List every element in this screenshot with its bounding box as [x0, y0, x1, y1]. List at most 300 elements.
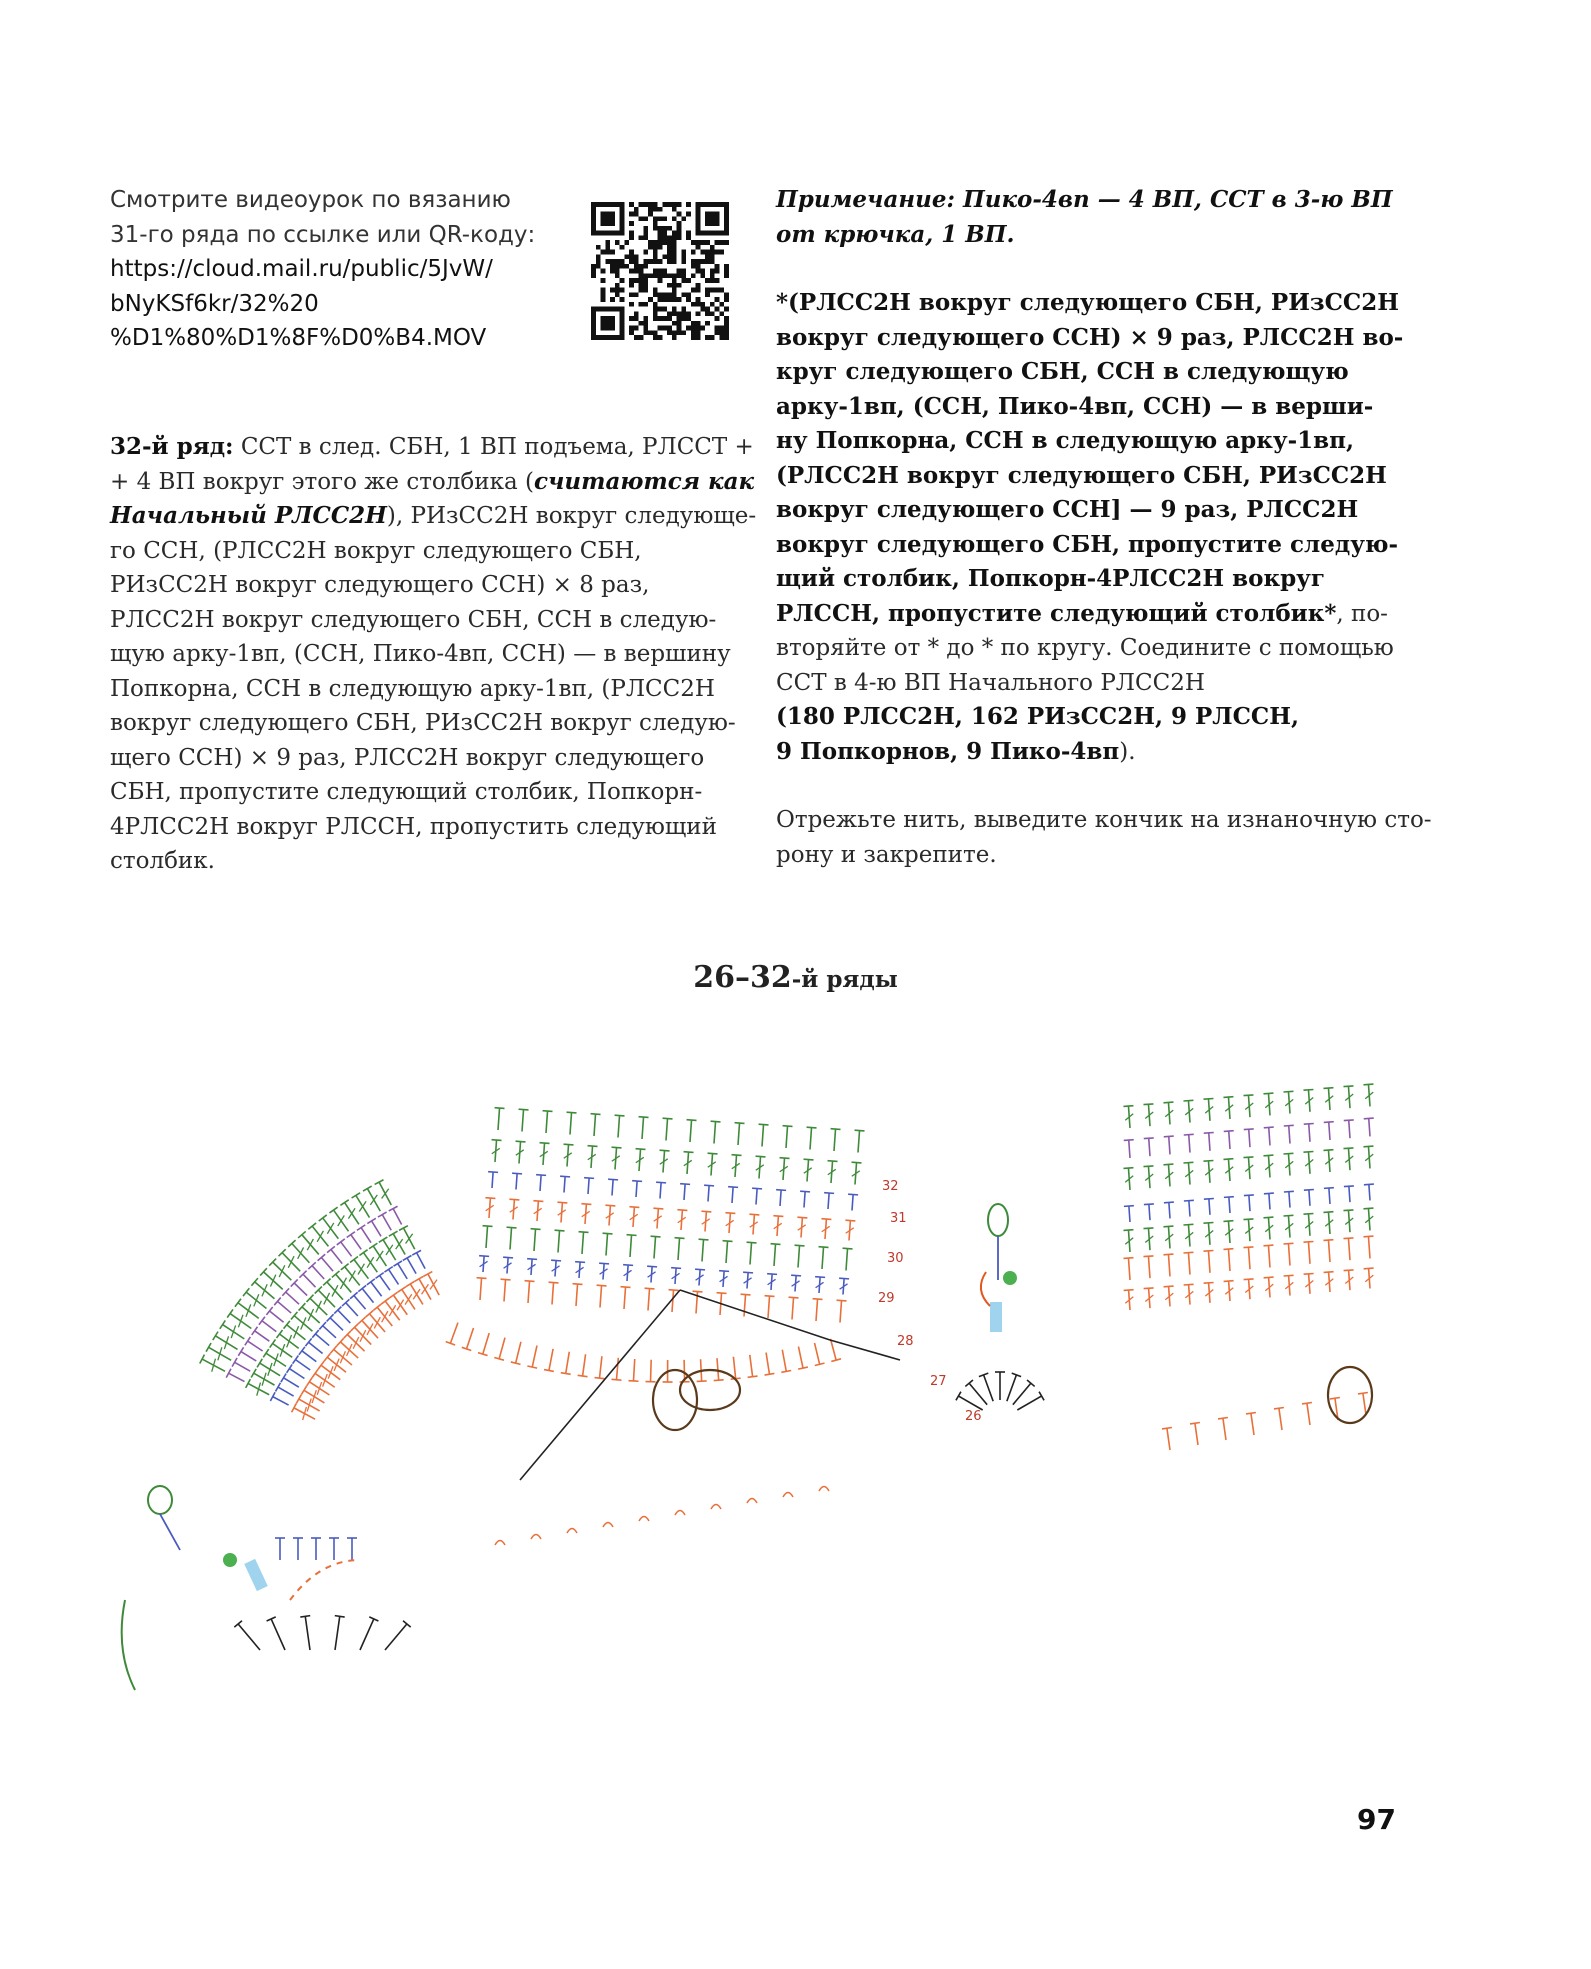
stitch-symbol [1164, 1136, 1174, 1137]
stitch-symbol [629, 1207, 639, 1208]
stitch-symbol [347, 1344, 352, 1356]
stitch-symbol [837, 1300, 847, 1301]
stitch-symbol [235, 1362, 251, 1371]
stitch-symbol [1129, 1140, 1130, 1158]
stitch-symbol [699, 1239, 709, 1240]
stitch-symbol [238, 1624, 260, 1650]
stitch-symbol [278, 1387, 294, 1396]
stitch-symbol [1304, 1123, 1314, 1124]
stitch-symbol [1143, 1228, 1153, 1229]
finish-line: Отрежьте нить, выведите кончик на изнаночную сто- [776, 807, 1432, 833]
pattern-line: РЛССН, пропустите следующий столбик* [776, 599, 1337, 627]
popcorn-symbol [680, 1370, 740, 1410]
stitch-symbol [367, 1218, 376, 1223]
pattern-line: вторяйте от * до * по кругу. Соедините с помощью [776, 635, 1394, 661]
stitch-symbol [750, 1243, 752, 1265]
stitch-symbol [1164, 1202, 1174, 1203]
stitch-symbol [690, 1120, 692, 1142]
stitch-symbol [398, 1287, 406, 1293]
stitch-symbol [1128, 1258, 1130, 1280]
stitch-symbol [701, 1211, 711, 1212]
stitch-symbol [1243, 1157, 1253, 1158]
stitch-symbol [512, 1173, 522, 1174]
stitch-symbol [1283, 1215, 1293, 1216]
stitch-symbol [728, 1187, 738, 1188]
stitch-symbol [839, 1278, 849, 1279]
stitch-symbol [1169, 1202, 1170, 1218]
stitch-symbol [492, 1172, 493, 1188]
stitch-symbol [1308, 1242, 1310, 1264]
stitch-symbol [623, 1265, 633, 1266]
stitch-symbol [501, 1279, 511, 1280]
stitch-symbol [733, 1357, 735, 1379]
stitch-symbol [771, 1244, 781, 1245]
pattern-line: вокруг следующего ССН) × 9 раз, РЛСС2Н во- [776, 323, 1404, 351]
stitch-symbol [1249, 1195, 1250, 1211]
stitch-symbol [675, 1511, 685, 1516]
chart-heading [0, 960, 1591, 995]
stitch-symbol [1144, 1288, 1154, 1289]
stitch-symbol [1184, 1134, 1194, 1135]
stitch-symbol [735, 1123, 745, 1124]
stitch-symbol [1183, 1162, 1193, 1163]
stitch-symbol [663, 1118, 673, 1119]
stitch-symbol [1323, 1240, 1333, 1241]
direction-arrow [981, 1272, 990, 1306]
stitch-symbol [714, 1380, 724, 1381]
stitch-symbol [1164, 1286, 1174, 1287]
stitch-symbol [262, 1284, 267, 1296]
stitch-symbol [1167, 1428, 1170, 1450]
stitch-symbol [759, 1124, 769, 1125]
stitch-symbol [632, 1181, 642, 1182]
stitch-symbol [309, 1342, 323, 1353]
stitch-symbol [1264, 1127, 1274, 1128]
stitch-symbol [1284, 1191, 1294, 1192]
stitch-symbol [1324, 1122, 1334, 1123]
stitch-symbol [1358, 1393, 1368, 1394]
stitch-symbol [567, 1112, 577, 1113]
row-32-text [110, 430, 757, 879]
stitch-symbol [398, 1264, 407, 1279]
stitch-symbol [316, 1301, 322, 1313]
stitch-symbol [1323, 1088, 1333, 1089]
stitch-symbol [831, 1129, 841, 1130]
stitch-symbol [557, 1202, 567, 1203]
stitch-symbol [695, 1269, 705, 1270]
stitch-symbol [1184, 1284, 1194, 1285]
stitch-symbol [332, 1285, 338, 1296]
stitch-symbol [262, 1321, 276, 1332]
stitch-symbol [677, 1210, 687, 1211]
stitch-symbol [270, 1311, 284, 1322]
stitch-symbol [1363, 1208, 1373, 1209]
stitch-symbol [301, 1317, 306, 1329]
stitch-symbol [276, 1330, 282, 1338]
stitch-symbol [527, 1259, 537, 1260]
stitch-symbol [1279, 1408, 1282, 1430]
stitch-symbol [319, 1215, 327, 1221]
stitch-symbol [367, 1324, 373, 1335]
stitch-symbol [723, 1241, 733, 1242]
marker-dot [223, 1553, 237, 1567]
stitch-symbol [549, 1349, 553, 1371]
stitch-symbol [312, 1266, 324, 1279]
stitch-symbol [1204, 1132, 1214, 1133]
stitch-symbol [1203, 1099, 1213, 1100]
stitch-symbol [1224, 1281, 1234, 1282]
stitch-symbol [804, 1192, 805, 1208]
stitch-symbol [1223, 1097, 1233, 1098]
row-32-line: Попкорна, ССН в следующую арку-1вп, (РЛСС2Н [110, 675, 715, 702]
stitch-symbol [1189, 1201, 1190, 1217]
stitch-symbol [536, 1175, 546, 1176]
stitch-symbol [363, 1186, 372, 1191]
stitch-symbol [1343, 1210, 1353, 1211]
pattern-line: *(РЛСС2Н вокруг следующего СБН, РИзСС2Н [776, 289, 1399, 316]
stitch-symbol [360, 1619, 374, 1650]
stitch-symbol [1343, 1238, 1353, 1239]
stitch-symbol [1143, 1104, 1153, 1105]
stitch-symbol [277, 1301, 291, 1313]
chain-line [830, 1340, 900, 1360]
stitch-symbol [1324, 1272, 1334, 1273]
stitch-symbol [704, 1185, 714, 1186]
stitch-symbol [1223, 1159, 1233, 1160]
stitch-symbol [666, 1119, 668, 1141]
stitch-symbol [255, 1331, 270, 1341]
stitch-symbol [815, 1277, 825, 1278]
stitch-symbol [636, 1181, 637, 1197]
stitch-symbol [403, 1256, 412, 1261]
row-32-italic: Начальный РЛСС2Н [110, 502, 387, 529]
stitch-symbol [747, 1242, 757, 1243]
stitch-symbol [815, 1363, 825, 1365]
stitch-symbol [1323, 1150, 1333, 1151]
stitch-symbol [752, 1188, 762, 1189]
stitch-symbol [1309, 1190, 1310, 1206]
stitch-symbol [1284, 1125, 1294, 1126]
stitch-symbol [286, 1292, 299, 1304]
stitch-symbol [551, 1260, 561, 1261]
stitch-symbol [543, 1111, 553, 1112]
totals-line: (180 РЛСС2Н, 162 РИзСС2Н, 9 РЛССН, [776, 703, 1299, 730]
stitch-symbol [824, 1193, 834, 1194]
stitch-symbol [509, 1199, 519, 1200]
stitch-symbol [540, 1175, 541, 1191]
stitch-symbol [1251, 1413, 1254, 1435]
stitch-symbol [318, 1361, 324, 1369]
stitch-symbol [1218, 1418, 1228, 1419]
round-label-32: 32 [882, 1179, 899, 1194]
stitch-symbol [238, 1315, 243, 1328]
stitch-symbol [599, 1263, 609, 1264]
round-label-27: 27 [930, 1374, 947, 1389]
stitch-symbol [254, 1294, 259, 1306]
stitch-symbol [1184, 1200, 1194, 1201]
stitch-symbol [328, 1366, 333, 1378]
stitch-symbol [341, 1242, 352, 1256]
stitch-symbol [1304, 1274, 1314, 1275]
stitch-symbol [732, 1187, 733, 1203]
finish-line: рону и закрепите. [776, 841, 997, 868]
stitch-symbol [1204, 1283, 1214, 1284]
stitch-symbol [1302, 1403, 1312, 1404]
stitch-symbol [606, 1234, 608, 1256]
stitch-symbol [1303, 1214, 1313, 1215]
stitch-symbol [393, 1209, 401, 1225]
stitch-symbol [828, 1193, 829, 1209]
stitch-symbol [549, 1282, 559, 1283]
stitch-symbol [527, 1366, 537, 1368]
stitch-symbol [331, 1250, 342, 1264]
stitch-symbol [822, 1247, 824, 1269]
stitch-symbol [241, 1352, 256, 1361]
stitch-symbol [797, 1217, 807, 1218]
stitch-symbol [1143, 1166, 1153, 1167]
stitch-symbol [633, 1359, 634, 1381]
stitch-symbol [958, 1396, 982, 1410]
stitch-symbol [1163, 1102, 1173, 1103]
stitch-symbol [594, 1114, 596, 1136]
stitch-symbol [795, 1245, 805, 1246]
totals-line: 9 Попкорнов, 9 Пико-4вп [776, 737, 1120, 765]
stitch-symbol [483, 1226, 493, 1227]
stitch-symbol [281, 1374, 286, 1383]
stitch-symbol [671, 1268, 681, 1269]
stitch-symbol [317, 1382, 321, 1395]
stitch-symbol [1323, 1212, 1333, 1213]
stitch-symbol [597, 1285, 607, 1286]
stitch-symbol [1289, 1126, 1290, 1144]
stitch-symbol [765, 1296, 775, 1297]
stitch-symbol [499, 1338, 505, 1359]
stitch-symbol [284, 1378, 299, 1387]
row-32-line: СБН, пропустите следующий столбик, Попкорн- [110, 779, 703, 805]
stitch-symbol [376, 1273, 384, 1279]
stitch-symbol [588, 1178, 589, 1194]
stitch-symbol [295, 1360, 310, 1370]
stitch-symbol [1168, 1254, 1170, 1276]
stitch-symbol [639, 1517, 649, 1522]
video-note-line: 31-го ряда по ссылке или QR-коду: [110, 221, 536, 248]
stitch-symbol [510, 1228, 512, 1250]
stitch-symbol [238, 1347, 243, 1356]
stitch-symbol [843, 1248, 853, 1249]
stitch-symbol [608, 1179, 618, 1180]
stitch-symbol [279, 1265, 285, 1277]
stitch-symbol [340, 1200, 348, 1206]
stitch-symbol [546, 1111, 548, 1133]
stitch-symbol [675, 1238, 685, 1239]
stitch-symbol [1163, 1164, 1173, 1165]
popcorn-symbol [988, 1204, 1008, 1236]
stitch-symbol [783, 1126, 793, 1127]
stitch-symbol [708, 1153, 718, 1154]
stitch-symbol [1364, 1184, 1374, 1185]
stitch-symbol [1124, 1290, 1134, 1291]
stitch-symbol [1229, 1131, 1230, 1149]
stitch-symbol [768, 1296, 770, 1318]
stitch-symbol [276, 1383, 281, 1392]
stitch-symbol [1283, 1243, 1293, 1244]
row-32-line: щего ССН) × 9 раз, РЛСС2Н вокруг следующего [110, 744, 705, 771]
stitch-symbol [534, 1229, 536, 1251]
pattern-line: вокруг следующего СБН, пропустите следую- [776, 530, 1399, 558]
stitch-symbol [450, 1323, 458, 1344]
row-32-italic: считаются как [533, 467, 755, 495]
stitch-symbol [561, 1373, 571, 1375]
stitch-symbol [807, 1127, 817, 1128]
stitch-symbol [263, 1349, 269, 1357]
pattern-line: арку-1вп, (ССН, Пико-4вп, ССН) — в верши- [776, 392, 1374, 420]
stitch-symbol [816, 1299, 818, 1321]
stitch-symbol [1123, 1258, 1133, 1259]
stitch-symbol [371, 1282, 382, 1296]
stitch-symbol [337, 1239, 345, 1245]
stitch-symbol [1363, 1084, 1373, 1085]
stitch-symbol [636, 1149, 646, 1150]
popcorn-symbol [148, 1486, 172, 1514]
stitch-symbol [1303, 1090, 1313, 1091]
stitch-symbol [507, 1227, 517, 1228]
stitch-symbol [280, 1344, 285, 1357]
stitch-symbol [1243, 1095, 1253, 1096]
row-32-line: щую арку-1вп, (ССН, Пико-4вп, ССН) — в вершину [110, 641, 731, 667]
stitch-symbol [1144, 1204, 1154, 1205]
stitch-symbol [303, 1274, 316, 1287]
stitch-symbol [570, 1113, 572, 1135]
stitch-symbol [467, 1328, 474, 1349]
pattern-line: вокруг следующего ССН] — 9 раз, РЛСС2Н [776, 496, 1359, 523]
stitch-symbol [605, 1205, 615, 1206]
stitch-symbol [1244, 1279, 1254, 1280]
video-link[interactable]: bNyKSf6kr/32%20 [110, 290, 319, 317]
stitch-symbol [305, 1616, 310, 1650]
stitch-symbol [1364, 1268, 1374, 1269]
stitch-symbol [516, 1174, 517, 1190]
stitch-symbol [257, 1359, 262, 1368]
stitch-symbol [369, 1243, 377, 1249]
stitch-symbol [747, 1499, 757, 1504]
stitch-symbol [488, 1172, 498, 1173]
stitch-symbol [227, 1309, 233, 1317]
video-link[interactable]: https://cloud.mail.ru/public/5JvW/ [110, 256, 493, 282]
stitch-symbol [684, 1152, 694, 1153]
totals-end: ). [1119, 738, 1136, 765]
popcorn-symbol [1328, 1367, 1372, 1423]
stitch-symbol [270, 1275, 275, 1287]
stitch-symbol [329, 1207, 337, 1213]
stitch-symbol [567, 1529, 577, 1534]
stitch-symbol [654, 1237, 656, 1259]
stitch-symbol [852, 1195, 853, 1211]
video-link[interactable]: %D1%80%D1%8F%D0%B4.MOV [110, 325, 487, 351]
qr-code[interactable] [591, 202, 729, 340]
stitch-symbol [1349, 1120, 1350, 1138]
stitch-symbol [566, 1352, 570, 1374]
stitch-symbol [766, 1353, 769, 1375]
stitch-symbol [1007, 1375, 1017, 1401]
page-number: 97 [1357, 1803, 1396, 1836]
stitch-symbol [653, 1208, 663, 1209]
stitch-symbol [1224, 1131, 1234, 1132]
stitch-symbol [798, 1367, 808, 1369]
stitch-symbol [603, 1523, 613, 1528]
stitch-symbol [1249, 1129, 1250, 1147]
stitch-symbol [846, 1249, 848, 1271]
stitch-symbol [656, 1182, 666, 1183]
stitch-symbol [308, 1309, 313, 1321]
stitch-symbol [732, 1155, 742, 1156]
stitch-symbol [711, 1121, 721, 1122]
stitch-symbol [1224, 1197, 1234, 1198]
stitch-symbol [361, 1228, 371, 1243]
stitch-symbol [647, 1266, 657, 1267]
chart-heading-big: 26–32 [693, 960, 792, 995]
stitch-symbol [160, 1514, 180, 1550]
stitch-symbol [1039, 1392, 1044, 1401]
stitch-symbol [578, 1375, 588, 1376]
stitch-symbol [1348, 1238, 1350, 1260]
stitch-symbol [776, 1190, 786, 1191]
stitch-symbol [708, 1186, 709, 1202]
round-label-26: 26 [965, 1409, 982, 1424]
stitch-symbol [407, 1258, 416, 1274]
stitch-symbol [600, 1356, 602, 1378]
stitch-symbol [480, 1278, 482, 1300]
stitch-symbol [528, 1281, 530, 1303]
stitch-symbol [1363, 1146, 1373, 1147]
stitch-symbol [312, 1369, 318, 1377]
row-32-line: ), РИзСС2Н вокруг следующе- [386, 503, 757, 529]
pattern-line: (РЛСС2Н вокруг следующего СБН, РИзСС2Н [776, 461, 1387, 489]
stitch-symbol [229, 1373, 245, 1381]
stitch-symbol [726, 1241, 728, 1263]
stitch-symbol [273, 1397, 289, 1405]
stitch-symbol [340, 1351, 345, 1363]
stitch-symbol [1129, 1206, 1130, 1222]
stitch-symbol [350, 1256, 358, 1262]
stitch-symbol [220, 1320, 226, 1328]
stitch-symbol [627, 1235, 637, 1236]
stitch-symbol [680, 1184, 690, 1185]
stitch-symbol [522, 1110, 524, 1132]
round-label-29: 29 [878, 1291, 895, 1306]
stitch-symbol [389, 1292, 397, 1298]
stitch-symbol [307, 1239, 313, 1250]
stitch-symbol [765, 1373, 775, 1375]
stitch-symbol [781, 1370, 791, 1372]
stitch-symbol [584, 1178, 594, 1179]
stitch-symbol [384, 1267, 392, 1273]
stitch-symbol [1329, 1122, 1330, 1140]
stitch-symbol [1274, 1408, 1284, 1409]
stitch-symbol [516, 1141, 526, 1142]
stitch-symbol [1229, 1197, 1230, 1213]
stitch-symbol [624, 1287, 626, 1309]
stitch-symbol [353, 1337, 359, 1349]
stitch-symbol [956, 1392, 961, 1401]
row-32-line: 4РЛСС2Н вокруг РЛССН, пропустить следующий [110, 813, 717, 840]
stitch-symbol [296, 1395, 301, 1404]
stitch-symbol [372, 1221, 381, 1236]
stitch-symbol [504, 1280, 506, 1302]
row-32-line: вокруг следующего СБН, РИзСС2Н вокруг следую- [110, 710, 736, 736]
stitch-symbol [858, 1131, 860, 1153]
stitch-symbol [1244, 1129, 1254, 1130]
round-label-31: 31 [890, 1211, 907, 1226]
